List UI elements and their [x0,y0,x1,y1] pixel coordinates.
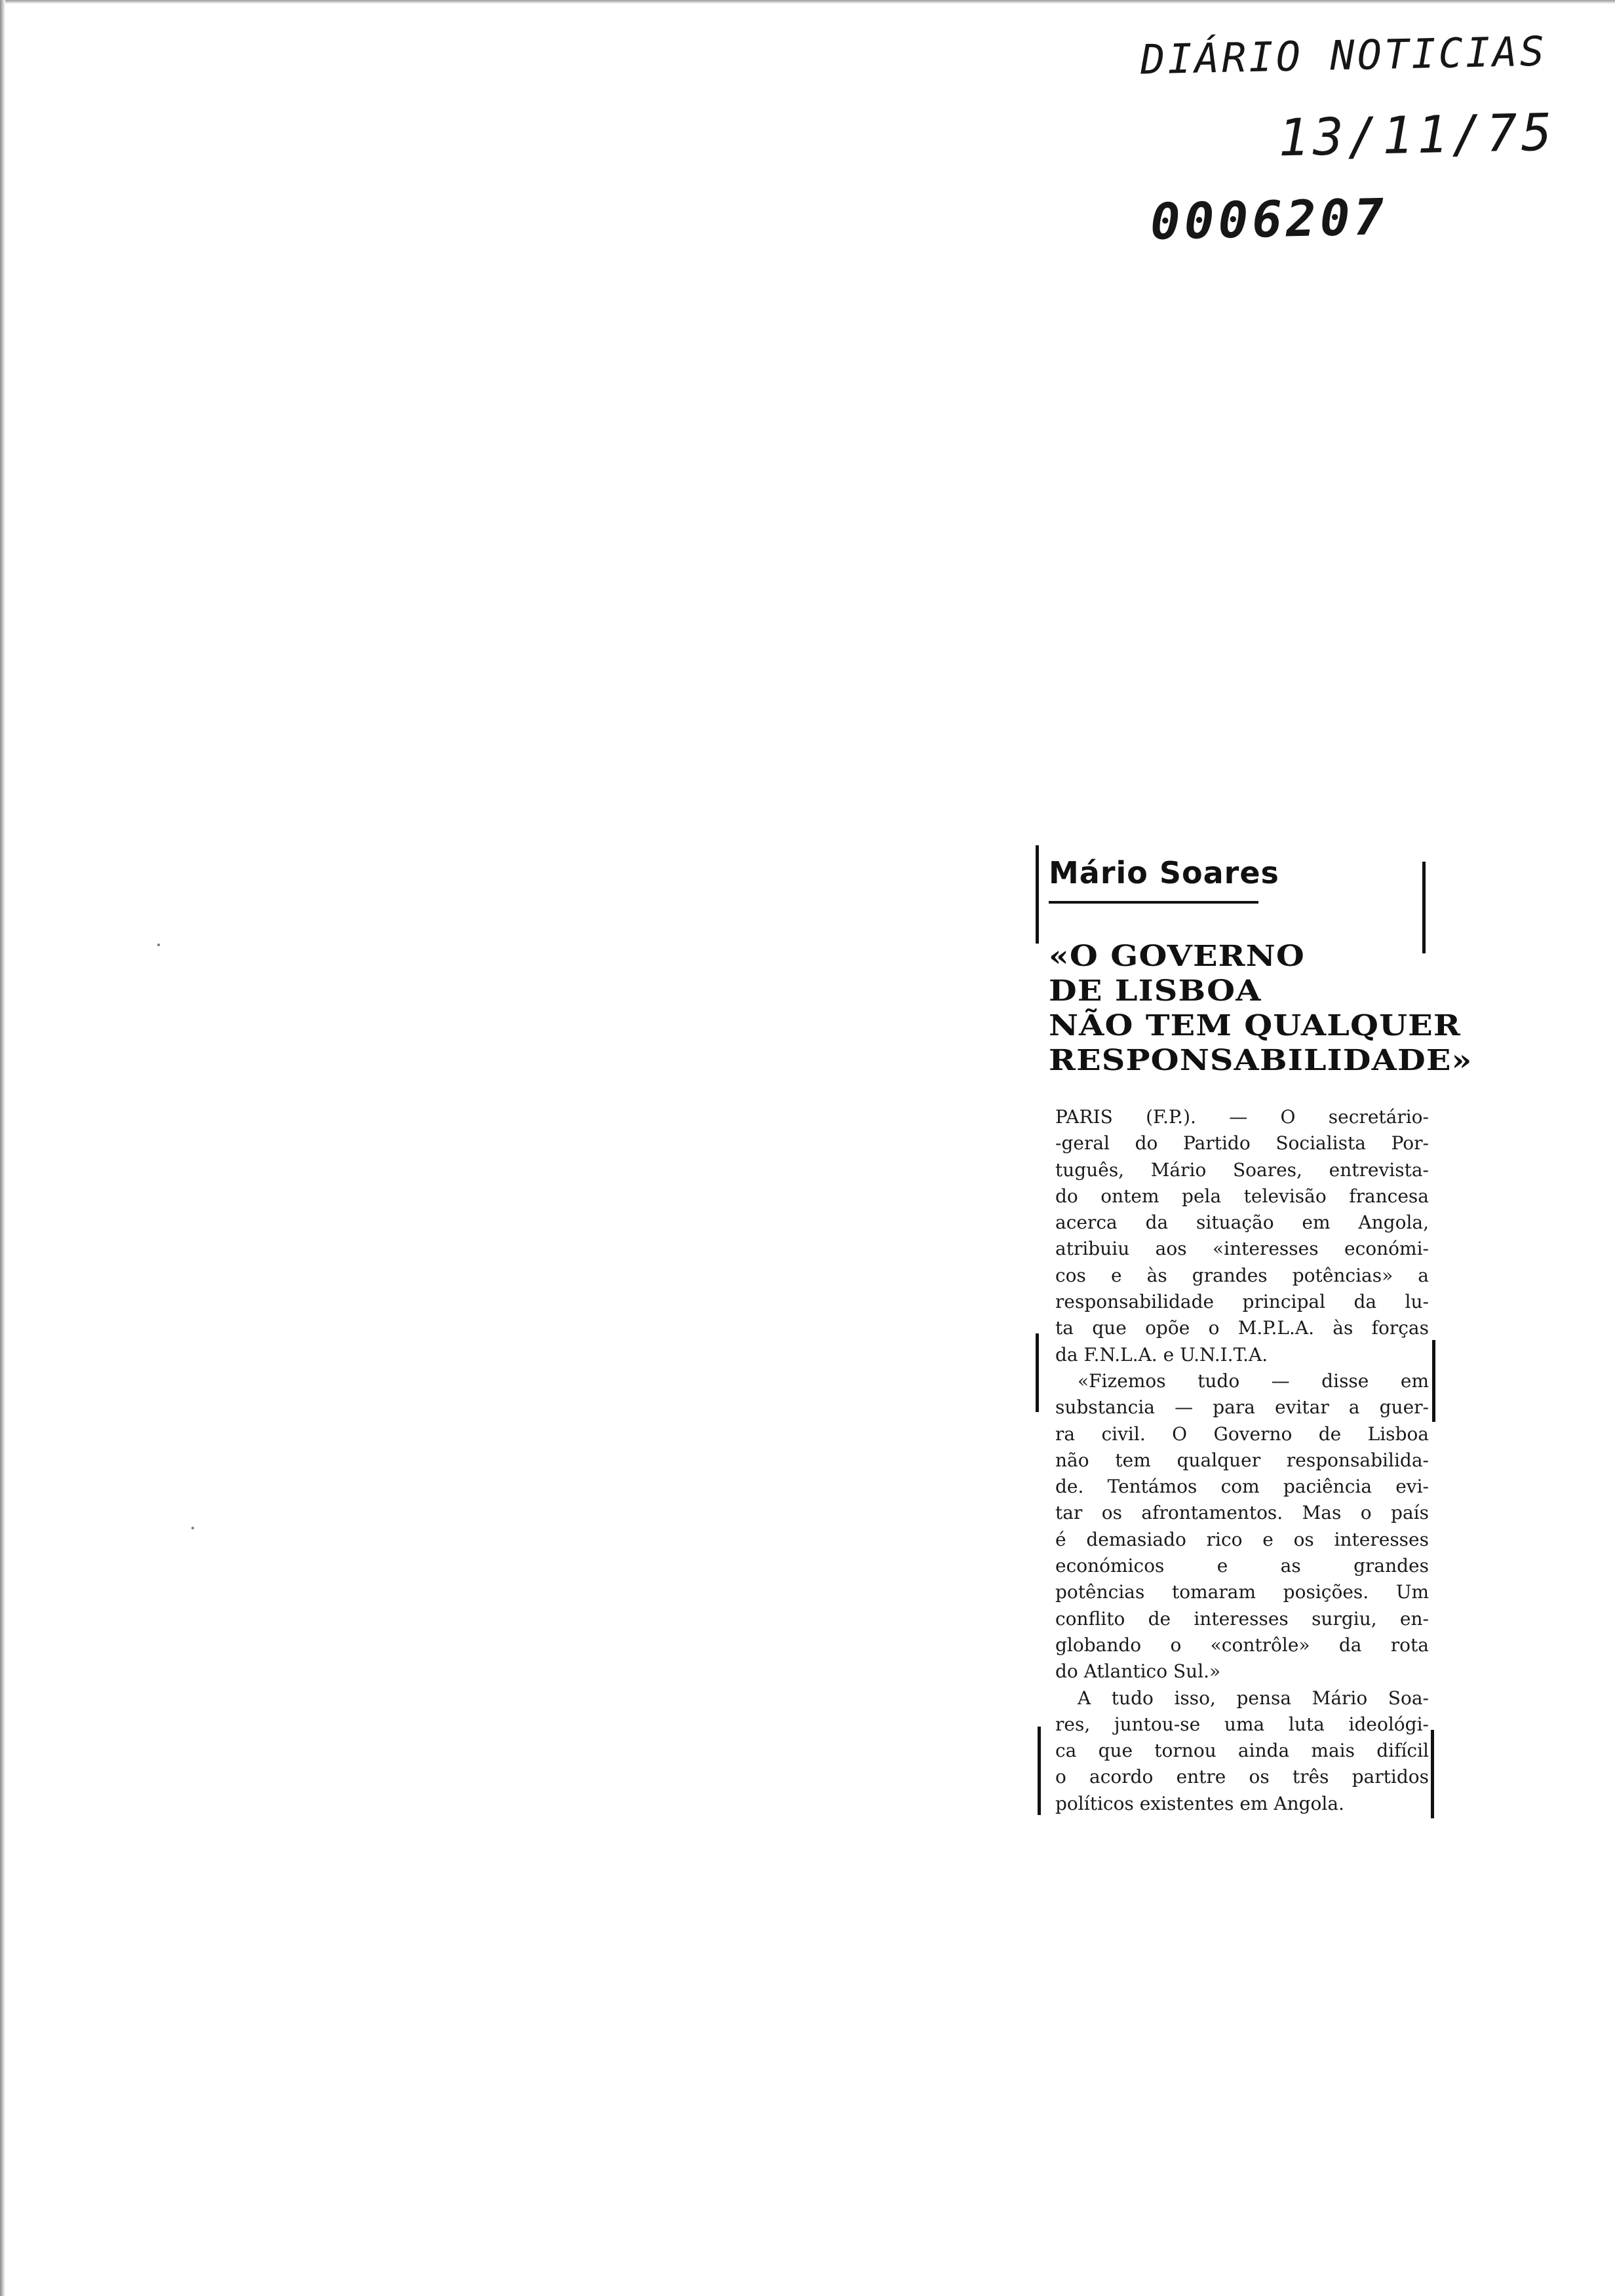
clipping-margin-mark [1431,1730,1434,1818]
body-line: económicos e as grandes [1055,1555,1429,1577]
body-line: cos e às grandes potências» a [1055,1264,1429,1286]
body-line: tar os afrontamentos. Mas o país [1055,1502,1429,1524]
clipping-margin-mark [1036,845,1039,944]
handwritten-date: 13/11/75 [1277,103,1557,168]
handwritten-reference-number: 0006207 [1150,187,1389,251]
page-top-edge [0,0,1615,4]
body-line: políticos existentes em Angola. [1055,1792,1344,1814]
body-line: ta que opõe o M.P.L.A. às forças [1055,1317,1429,1339]
body-line: de. Tentámos com paciência evi- [1055,1476,1429,1498]
scan-speck [191,1527,194,1529]
article-kicker: Mário Soares [1049,855,1279,890]
body-line: globando o «contrôle» da rota [1055,1634,1429,1656]
body-line: -geral do Partido Socialista Por- [1055,1132,1429,1155]
body-line: res, juntou-se uma luta ideológi- [1055,1713,1429,1735]
body-line: conflito de interesses surgiu, en- [1055,1607,1429,1630]
body-line: substancia — para evitar a guer- [1055,1396,1429,1419]
headline-line: NÃO TEM QUALQUER [1049,1009,1461,1043]
body-line: atribuiu aos «interesses económi- [1055,1238,1429,1260]
clipping-margin-mark [1038,1727,1041,1815]
body-line: do Atlantico Sul.» [1055,1660,1221,1683]
body-line: não tem qualquer responsabilida- [1055,1449,1429,1471]
clipping-margin-mark [1432,1340,1435,1422]
page-left-edge [0,0,5,2296]
body-line: potências tomaram posições. Um [1055,1581,1429,1603]
body-line: A tudo isso, pensa Mário Soa- [1078,1687,1429,1709]
headline-line: DE LISBOA [1049,974,1262,1008]
kicker-underline [1049,901,1258,904]
body-line: ca que tornou ainda mais difícil [1055,1740,1429,1762]
body-line: o acordo entre os três partidos [1055,1766,1429,1788]
clipping-margin-mark [1036,1333,1039,1412]
body-line: é demasiado rico e os interesses [1055,1528,1429,1550]
headline-line: «O GOVERNO [1049,940,1305,973]
body-line: «Fizemos tudo — disse em [1078,1369,1429,1392]
body-line: PARIS (F.P.). — O secretário- [1055,1106,1429,1128]
article-body [1055,1104,1429,1817]
headline-line: RESPONSABILIDADE» [1049,1044,1473,1077]
body-line: do ontem pela televisão francesa [1055,1185,1429,1207]
body-line: ra civil. O Governo de Lisboa [1055,1423,1429,1445]
body-line: tuguês, Mário Soares, entrevista- [1055,1158,1429,1181]
body-line: acerca da situação em Angola, [1055,1212,1429,1234]
article-headline [1049,939,1472,1078]
body-line: responsabilidade principal da lu- [1055,1291,1429,1313]
scan-speck [157,944,160,946]
body-line: da F.N.L.A. e U.N.I.T.A. [1055,1343,1268,1366]
newspaper-clipping [1036,842,1473,1838]
handwritten-source: DIÁRIO NOTICIAS [1140,27,1547,84]
